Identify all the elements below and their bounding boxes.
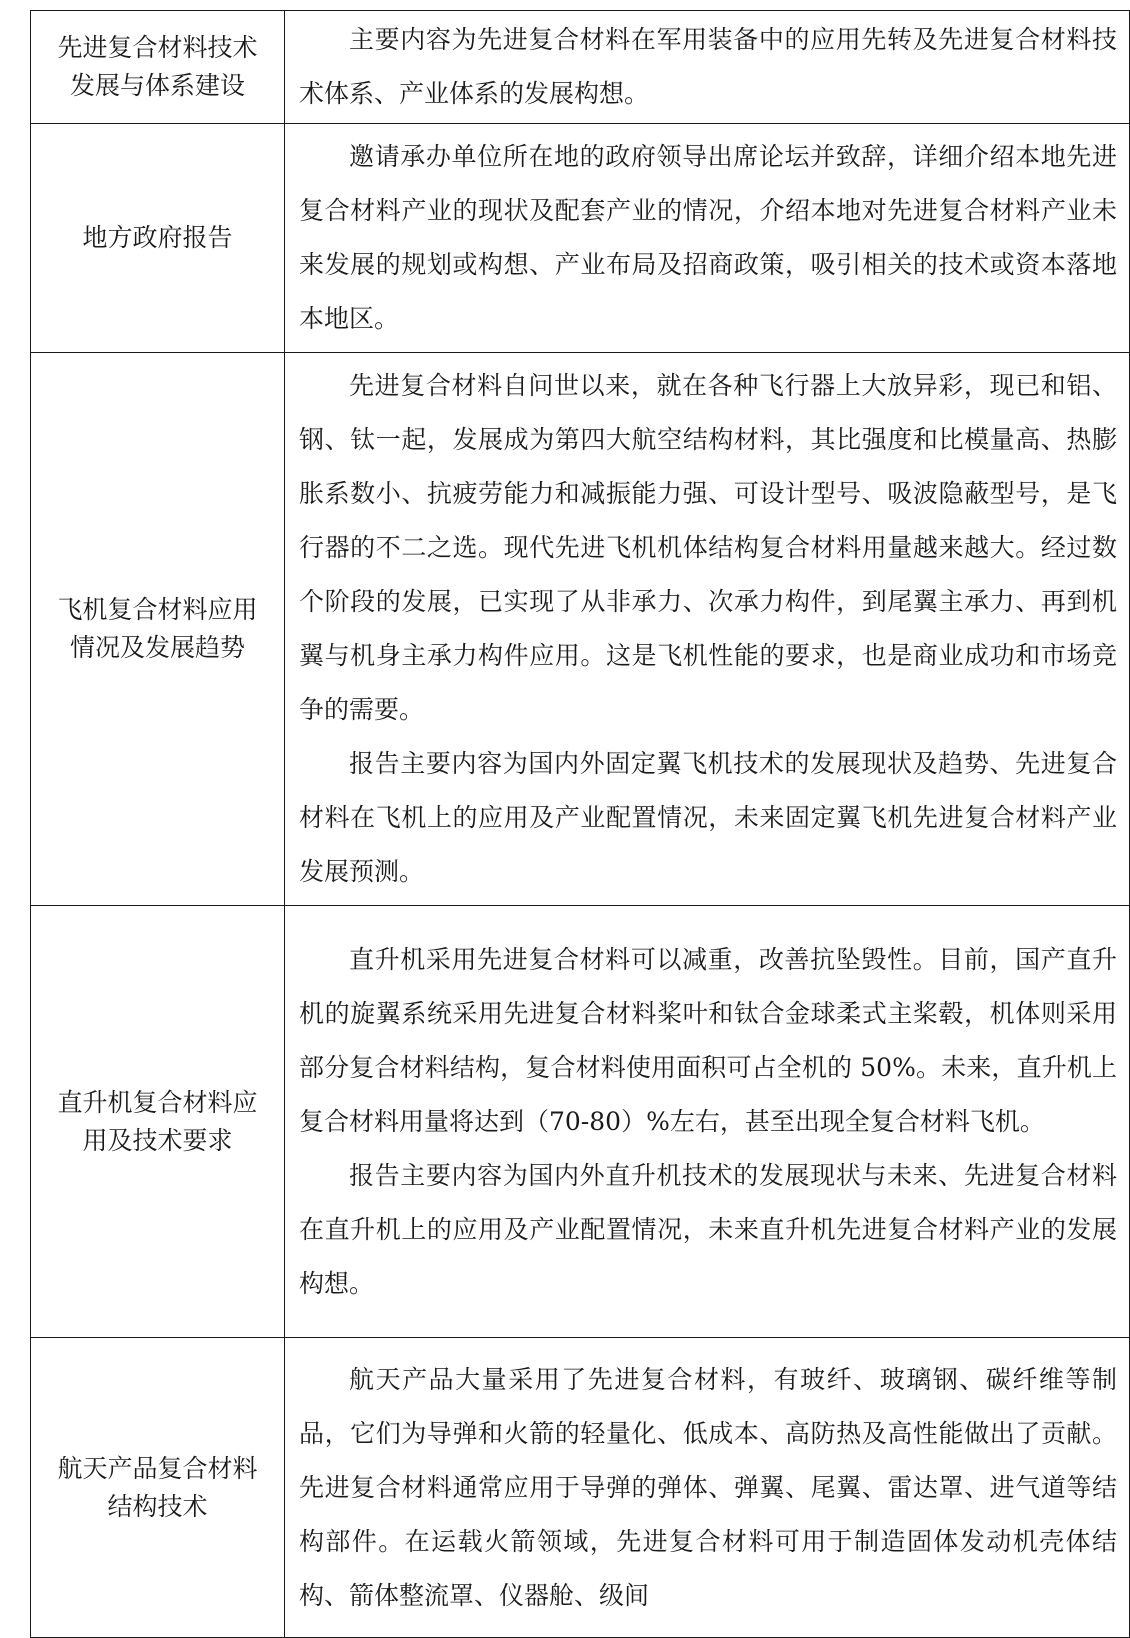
topic-line: 用及技术要求	[82, 1125, 233, 1155]
description-cell	[285, 124, 1130, 353]
topic-cell	[31, 11, 285, 124]
paragraph: 先进复合材料自问世以来，就在各种飞行器上大放异彩，现已和铝、钢、钛一起，发展成为第四大航空结构材料，其比强度和比模量高、热膨胀系数小、抗疲劳能力和减振能力强、可设计型号、吸波隐蔽型号，是飞行器的不二之选。现代先进飞机机体结构复合材料用量越来越大。经过数个阶段的发展，已实现了从非承力、次承力构件，到尾翼主承力、再到机翼与机身主承力构件应用。这是飞机性能的要求，也是商业成功和市场竞争的需要。	[299, 371, 1117, 724]
topic-line: 情况及发展趋势	[69, 633, 245, 662]
table-row	[31, 1338, 1130, 1638]
topic-line: 发展与体系建设	[69, 71, 245, 100]
paragraph: 主要内容为先进复合材料在军用装备中的应用先转及先进复合材料技术体系、产业体系的发展构想。	[299, 25, 1117, 108]
topic-line: 直升机复合材料应	[57, 1087, 258, 1117]
table-row	[31, 353, 1130, 906]
paragraph: 航天产品大量采用了先进复合材料，有玻纤、玻璃钢、碳纤维等制品，它们为导弹和火箭的轻量化、低成本、高防热及高性能做出了贡献。先进复合材料通常应用于导弹的弹体、弹翼、尾翼、雷达罩、进气道等结构部件。在运载火箭领域，先进复合材料可用于制造固体发动机壳体结构、箭体整流罩、仪器舱、级间	[299, 1364, 1117, 1610]
topic-line: 结构技术	[107, 1491, 208, 1521]
description-cell	[285, 353, 1130, 906]
paragraph: 报告主要内容为国内外直升机技术的发展现状与未来、先进复合材料在直升机上的应用及产业配置情况，未来直升机先进复合材料产业的发展构想。	[299, 1160, 1117, 1298]
document-page	[30, 10, 1117, 1638]
paragraph: 邀请承办单位所在地的政府领导出席论坛并致辞，详细介绍本地先进复合材料产业的现状及配套产业的情况，介绍本地对先进复合材料产业未来发展的规划或构想、产业布局及招商政策，吸引相关的技术或资本落地本地区。	[299, 142, 1117, 333]
paragraph: 直升机采用先进复合材料可以减重，改善抗坠毁性。目前，国产直升机的旋翼系统采用先进复合材料桨叶和钛合金球柔式主桨毂，机体则采用部分复合材料结构，复合材料使用面积可占全机的 50%。未来，直升机上复合材料用量将达到（70-80）%左右，甚至出现全复合材料飞机。	[299, 944, 1117, 1136]
table-row	[31, 906, 1130, 1338]
topic-cell	[31, 124, 285, 353]
table-row	[31, 11, 1130, 124]
description-cell	[285, 906, 1130, 1338]
description-cell	[285, 1338, 1130, 1638]
topic-cell	[31, 1338, 285, 1638]
topic-cell	[31, 353, 285, 906]
topics-table	[30, 10, 1130, 1638]
topic-line: 先进复合材料技术	[57, 33, 258, 62]
table-row	[31, 124, 1130, 353]
topic-line: 飞机复合材料应用	[57, 595, 258, 624]
paragraph: 报告主要内容为国内外固定翼飞机技术的发展现状及趋势、先进复合材料在飞机上的应用及产业配置情况，未来固定翼飞机先进复合材料产业发展预测。	[299, 749, 1117, 886]
description-cell	[285, 11, 1130, 124]
topic-line: 地方政府报告	[82, 223, 233, 252]
topic-line: 航天产品复合材料	[57, 1453, 258, 1483]
topic-cell	[31, 906, 285, 1338]
